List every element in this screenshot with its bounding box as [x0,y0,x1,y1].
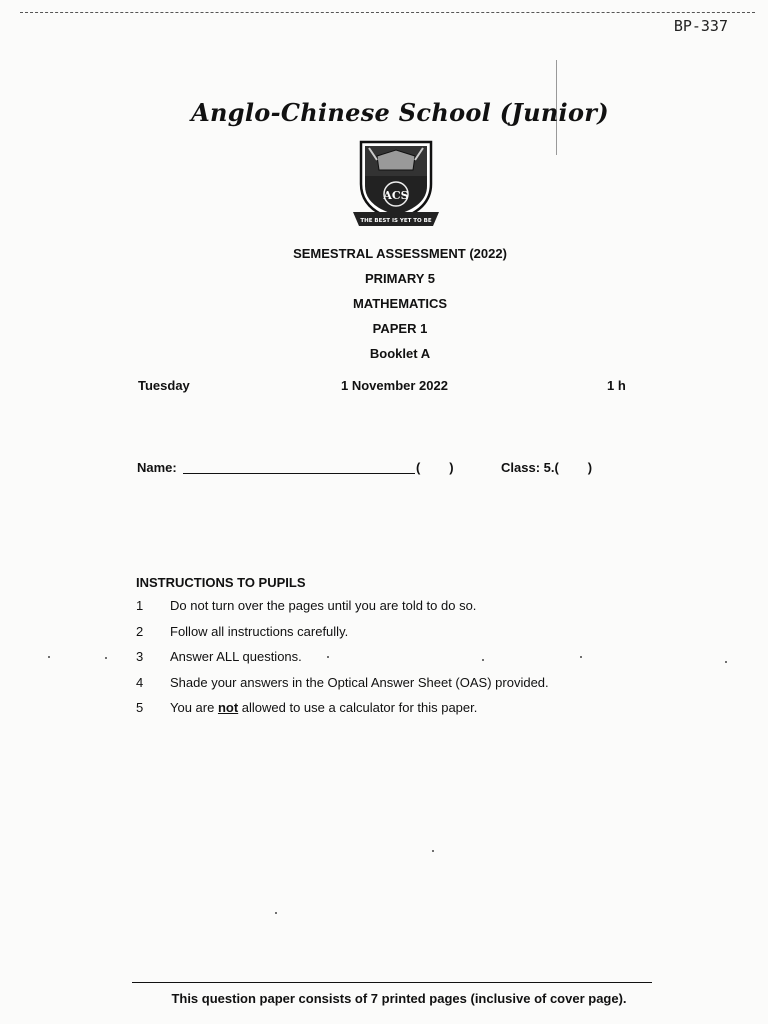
instruction-number: 1 [136,598,144,613]
instruction-text [170,700,477,715]
scan-speck [105,657,107,659]
school-crest-logo [347,138,445,230]
scan-speck [725,661,727,663]
exam-day: Tuesday [138,378,190,393]
instruction-text: Do not turn over the pages until you are told to do so. [170,598,477,613]
class-field[interactable]: Class: 5.( ) [501,460,593,475]
index-number-field[interactable]: ( ) [416,460,454,475]
instruction-emphasis: not [217,700,239,715]
booklet-title: Booklet A [369,346,431,361]
footer-divider [132,982,652,983]
scan-speck [275,912,277,914]
scan-speck [327,656,329,658]
instruction-item [136,700,696,726]
scan-speck [482,659,484,661]
scan-speck [432,850,434,852]
subject-title: MATHEMATICS [352,296,448,311]
paper-title: PAPER 1 [372,321,428,336]
instruction-item [136,649,696,675]
school-name: Anglo-Chinese School (Junior) [191,98,609,127]
exam-date: 1 November 2022 [341,378,448,393]
instruction-text: Shade your answers in the Optical Answer Sheet (OAS) provided. [170,674,549,690]
instruction-item [136,598,696,624]
crest-motto: THE BEST IS YET TO BE [360,218,432,224]
assessment-title: SEMESTRAL ASSESSMENT (2022) [293,246,507,261]
scan-speck [580,656,582,658]
level-title: PRIMARY 5 [364,271,436,286]
instruction-number: 4 [136,674,144,690]
crest-initials: ACS [383,189,409,202]
scan-top-edge [20,12,755,13]
name-label: Name: [137,460,177,475]
instruction-number: 5 [136,700,144,715]
instruction-text: Follow all instructions carefully. [170,623,349,639]
page-count-note: This question paper consists of 7 printed pages (inclusive of cover page). [171,991,627,1006]
instruction-text: Answer ALL questions. [170,649,302,664]
instruction-number: 3 [136,649,144,664]
instruction-number: 2 [136,623,144,639]
instruction-text-start: You are [170,700,218,715]
name-field-line[interactable] [183,473,415,474]
instruction-text-end: allowed to use a calculator for this paper. [238,700,478,715]
instruction-item [136,675,696,701]
exam-duration: 1 h [607,378,626,393]
instructions-heading: INSTRUCTIONS TO PUPILS [136,575,306,590]
instruction-item [136,624,696,650]
scan-speck [48,656,50,658]
instructions-list [136,598,696,726]
exam-title-block [0,245,768,370]
document-code: BP-337 [673,17,728,35]
